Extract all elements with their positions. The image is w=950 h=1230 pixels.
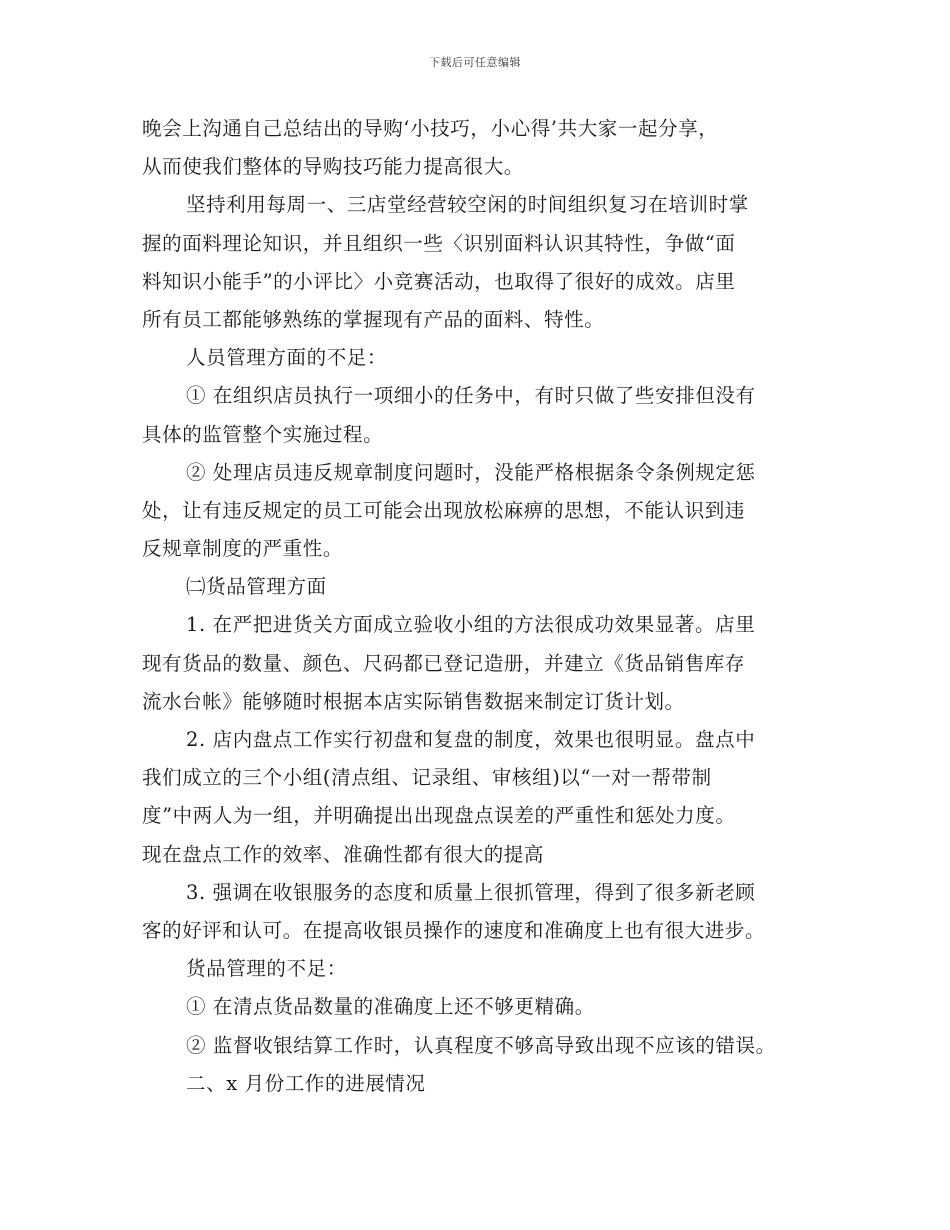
document-body [142,110,832,1103]
text-line: ① 在组织店员执行一项细小的任务中，有时只做了些安排但没有 [186,384,756,408]
text-line: 反规章制度的严重性。 [142,537,344,561]
text-line: 客的好评和认可。在提高收银员操作的速度和准确度上也有很大进步。 [142,918,766,942]
text-line: 我们成立的三个小组(清点组、记录组、审核组)以“一对一帮带制 [142,766,712,790]
text-line: 3. 强调在收银服务的态度和质量上很抓管理，得到了很多新老顾 [186,880,756,904]
section-heading: 人员管理方面的不足： [186,346,388,370]
text-line: 料知识小能手”的小评比〉小竞赛活动，也取得了很好的成效。店里 [142,269,736,293]
section-heading: 二、x 月份工作的进展情况 [186,1071,426,1095]
text-line: ① 在清点货品数量的准确度上还不够更精确。 [186,995,595,1019]
text-line: 握的面料理论知识，并且组织一些〈识别面料认识其特性，争做“面 [142,231,736,255]
text-line: 具体的监管整个实施过程。 [142,422,384,446]
text-line: 现在盘点工作的效率、准确性都有很大的提高 [142,842,545,866]
text-line: 1. 在严把进货关方面成立验收小组的方法很成功效果显著。店里 [186,613,756,637]
text-line: 度”中两人为一组，并明确提出出现盘点误差的严重性和惩处力度。 [142,804,736,828]
text-line: 所有员工都能够熟练的掌握现有产品的面料、特性。 [142,307,605,331]
page-header: 下载后可任意编辑 [429,56,521,69]
text-line: ② 处理店员违反规章制度问题时，没能严格根据条令条例规定惩 [186,460,756,484]
text-line: ② 监督收银结算工作时，认真程度不够高导致出现不应该的错误。 [186,1033,776,1057]
text-line: 流水台帐》能够随时根据本店实际销售数据来制定订货计划。 [142,689,685,713]
section-heading: 货品管理的不足： [186,957,347,981]
text-line: 晚会上沟通自己总结出的导购‘小技巧，小心得’共大家一起分享， [142,117,719,140]
text-line: 处，让有违反规定的员工可能会出现放松麻痹的思想，不能认识到违 [142,498,746,522]
text-line: 2. 店内盘点工作实行初盘和复盘的制度，效果也很明显。盘点中 [186,728,756,751]
text-line: 坚持利用每周一、三店堂经营较空闲的时间组织复习在培训时掌 [186,193,749,217]
text-line: 从而使我们整体的导购技巧能力提高很大。 [142,155,524,179]
section-heading: ㈡货品管理方面 [186,575,327,599]
text-line: 现有货品的数量、颜色、尺码都已登记造册，并建立《货品销售库存 [142,651,746,675]
